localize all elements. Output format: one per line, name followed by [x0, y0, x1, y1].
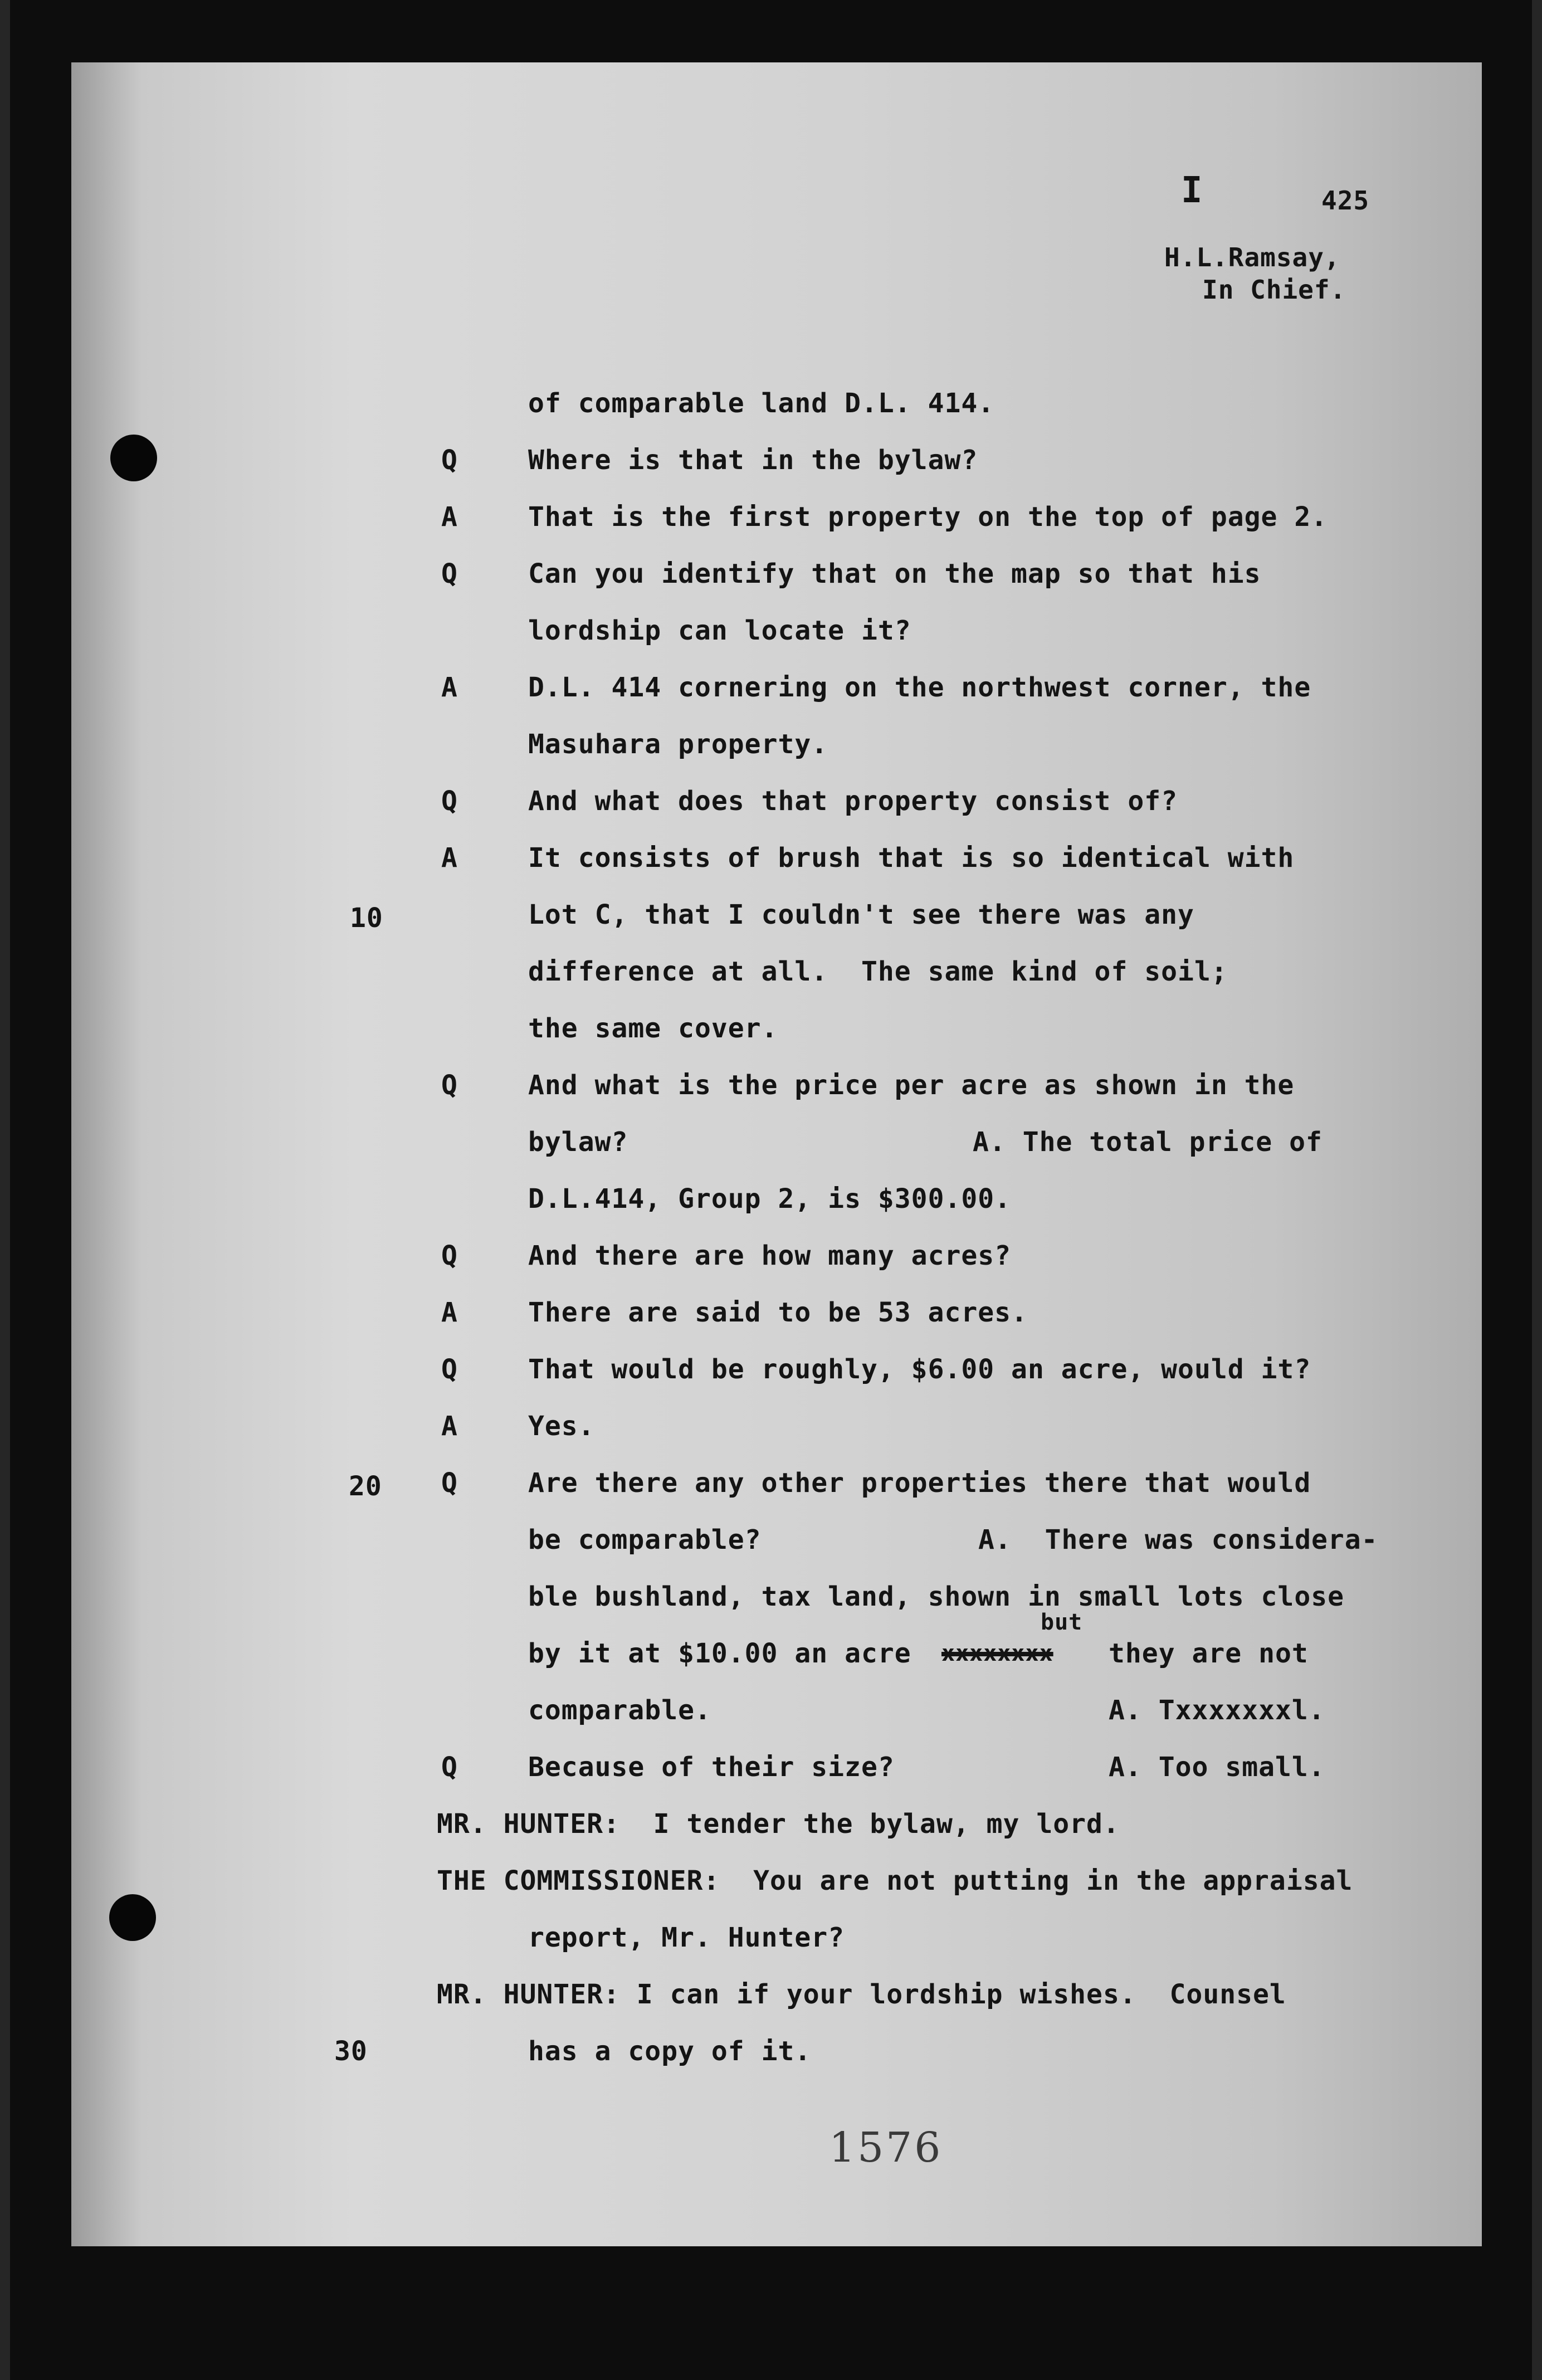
transcript-line: of comparable land D.L. 414. [528, 388, 995, 419]
examination-type: In Chief. [1202, 275, 1346, 305]
speaker-label: A [441, 1297, 458, 1328]
transcript-line: Masuhara property. [528, 729, 828, 760]
transcript-line: Yes. [528, 1411, 595, 1442]
transcript-line: D.L.414, Group 2, is $300.00. [528, 1183, 1012, 1215]
speaker-label: Q [441, 1070, 458, 1101]
page-number: 425 [1321, 186, 1370, 216]
margin-line-number-20: 20 [349, 1471, 382, 1502]
transcript-line: Where is that in the bylaw? [528, 445, 978, 476]
film-edge-left [0, 0, 10, 2380]
speaker-label: A [441, 501, 458, 533]
transcript-line: And there are how many acres? [528, 1240, 1012, 1271]
struck-text: xxxxxxxx [941, 1641, 1053, 1666]
speaker-label: Q [441, 1240, 458, 1271]
transcript-line-continued: they are not [1109, 1638, 1309, 1669]
transcript-line: comparable. [528, 1695, 711, 1726]
transcript-line: And what does that property consist of? [528, 786, 1178, 817]
answer-inline: A. Too small. [1109, 1752, 1325, 1783]
film-edge-right [1532, 0, 1542, 2380]
answer-inline: A. There was considera- [978, 1524, 1378, 1555]
speaker-label: A [441, 842, 458, 874]
frame-number: 1576 [829, 2124, 943, 2172]
speaker-label: Q [441, 786, 458, 817]
speaker-label: A [441, 1411, 458, 1442]
transcript-line: difference at all. The same kind of soil; [528, 956, 1228, 987]
speaker-label: Q [441, 1752, 458, 1783]
transcript-line: has a copy of it. [528, 2036, 812, 2067]
speaker-label: A [441, 672, 458, 703]
transcript-line: D.L. 414 cornering on the northwest corner, the [528, 672, 1311, 703]
transcript-line: ble bushland, tax land, shown in small lots close [528, 1581, 1345, 1612]
punch-hole-bottom [109, 1894, 156, 1941]
transcript-line: lordship can locate it? [528, 615, 911, 646]
speaker-label: Q [441, 445, 458, 476]
answer-struck: A. Txxxxxxxl. [1109, 1695, 1325, 1726]
transcript-line: Can you identify that on the map so that his [528, 558, 1261, 589]
transcript-line: MR. HUNTER: I tender the bylaw, my lord. [437, 1808, 1120, 1840]
transcript-line: bylaw? [528, 1126, 628, 1158]
transcript-line: Lot C, that I couldn't see there was any [528, 899, 1194, 930]
speaker-label: Q [441, 558, 458, 589]
transcript-line: report, Mr. Hunter? [528, 1922, 845, 1953]
inserted-word: but [1041, 1610, 1083, 1635]
transcript-line: MR. HUNTER: I can if your lordship wishes. Counsel [437, 1979, 1286, 2010]
speaker-label: Q [441, 1354, 458, 1385]
transcript-line: Because of their size? [528, 1752, 895, 1783]
document-page [71, 62, 1482, 2246]
tick-mark: I [1181, 170, 1203, 211]
transcript-line: by it at $10.00 an acre [528, 1638, 911, 1669]
transcript-line: Are there any other properties there that would [528, 1467, 1311, 1499]
witness-name: H.L.Ramsay, [1164, 242, 1340, 272]
transcript-line: be comparable? [528, 1524, 762, 1555]
margin-line-number-10: 10 [350, 903, 383, 934]
transcript-line: That is the first property on the top of page 2. [528, 501, 1328, 533]
transcript-line: It consists of brush that is so identical with [528, 842, 1295, 874]
transcript-line: That would be roughly, $6.00 an acre, would it? [528, 1354, 1311, 1385]
margin-line-number-30: 30 [334, 2036, 368, 2067]
punch-hole-top [110, 435, 157, 481]
transcript-line: the same cover. [528, 1013, 778, 1044]
transcript-line: There are said to be 53 acres. [528, 1297, 1028, 1328]
speaker-label: Q [441, 1467, 458, 1499]
transcript-line: And what is the price per acre as shown in the [528, 1070, 1295, 1101]
transcript-line: THE COMMISSIONER: You are not putting in the appraisal [437, 1865, 1353, 1896]
answer-inline: A. The total price of [973, 1126, 1323, 1158]
